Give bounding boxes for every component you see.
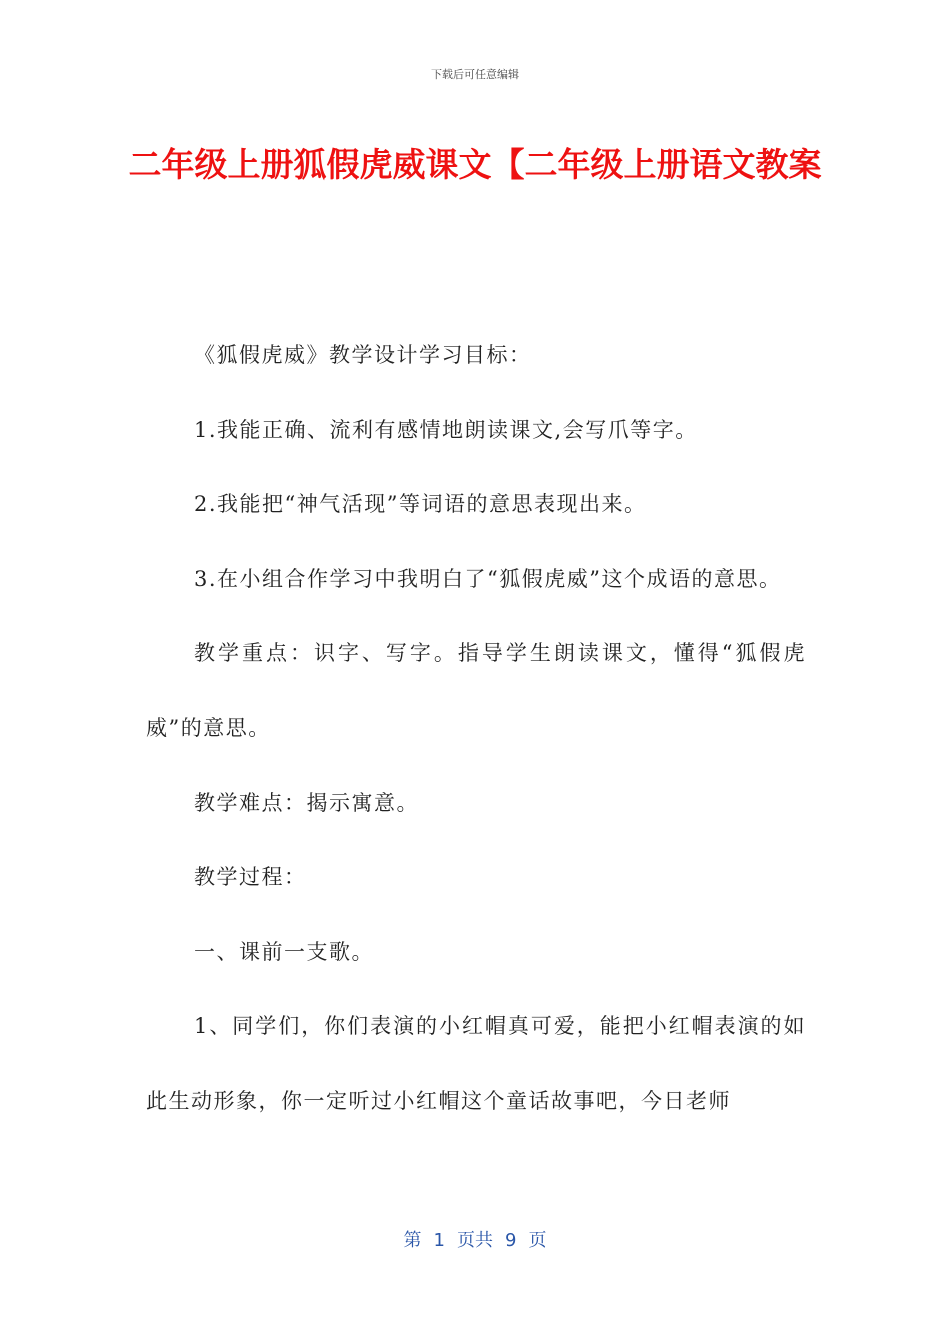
paragraph-section-1: 一、课前一支歌。: [194, 939, 374, 964]
paragraph-teaching-process: 教学过程：: [194, 865, 307, 890]
document-body: [146, 318, 806, 1139]
paragraph-goal-2: 2.我能把“神气活现”等词语的意思表现出来。: [194, 492, 647, 517]
paragraph-goal-1: 1.我能正确、流利有感情地朗读课文,会写爪等字。: [194, 417, 698, 442]
header-note: 下载后可任意编辑: [431, 68, 519, 81]
document-title: 二年级上册狐假虎威课文【二年级上册语文教案: [128, 145, 822, 184]
page-label-prefix: 第: [403, 1230, 422, 1251]
page-label-suffix: 页: [528, 1230, 547, 1251]
paragraph-step-1: 1、同学们，你们表演的小红帽真可爱，能把小红帽表演的如此生动形象，你一定听过小红帽这个童话故事吧，今日老师: [146, 1014, 806, 1113]
paragraph-teaching-focus: 教学重点：识字、写字。指导学生朗读课文，懂得“狐假虎威”的意思。: [146, 641, 806, 740]
paragraph-goal-3: 3.在小组合作学习中我明白了“狐假虎威”这个成语的意思。: [194, 566, 782, 591]
total-pages-number: 9: [505, 1230, 517, 1251]
page-footer-pagination: [0, 1226, 950, 1252]
paragraph-teaching-difficulty: 教学难点：揭示寓意。: [194, 790, 419, 815]
paragraph-learning-goals-heading: 《狐假虎威》教学设计学习目标：: [194, 343, 532, 367]
page-label-mid: 页共: [457, 1230, 493, 1251]
current-page-number: 1: [433, 1230, 445, 1251]
